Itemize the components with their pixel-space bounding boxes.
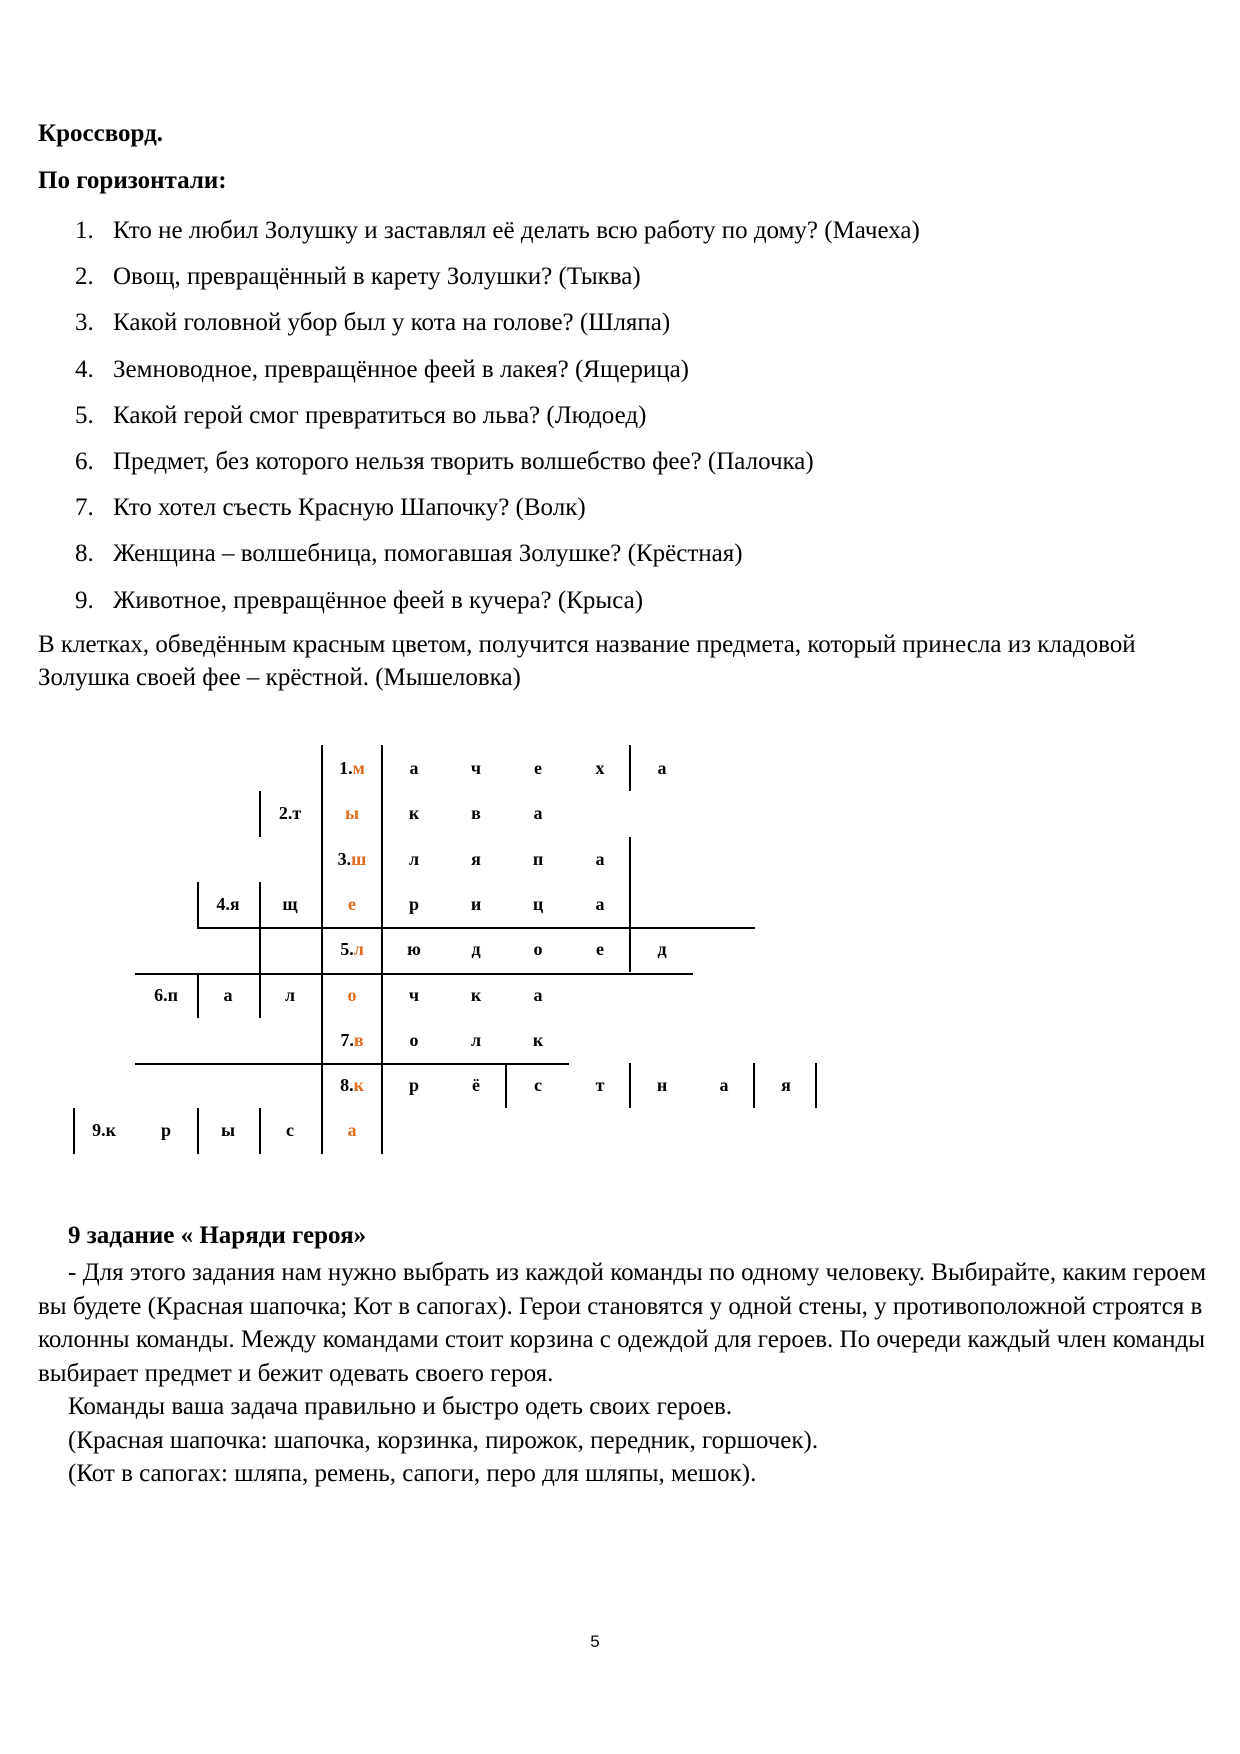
grid-line xyxy=(753,1063,755,1108)
crossword-cell: п xyxy=(532,848,544,869)
crossword-cell: о xyxy=(347,984,357,1005)
crossword-cell: а xyxy=(223,984,233,1005)
grid-line xyxy=(259,791,261,836)
task-line: (Кот в сапогах: шляпа, ремень, сапоги, перо для шляпы, мешок). xyxy=(68,1460,757,1487)
crossword-cell: а xyxy=(595,893,605,914)
crossword-cell: ч xyxy=(470,758,482,778)
crossword-cell: р xyxy=(408,1075,419,1096)
crossword-clue-number: 1. xyxy=(339,758,353,778)
crossword-cell: я xyxy=(781,1075,791,1096)
task-line: (Красная шапочка: шапочка, корзинка, пирожок, передник, горшочек). xyxy=(68,1426,819,1454)
crossword-cell: л xyxy=(408,848,420,869)
grid-line xyxy=(259,1108,261,1153)
crossword-clue-number: 8. xyxy=(340,1075,354,1096)
crossword-cell: е xyxy=(596,939,604,960)
crossword-cell: а xyxy=(409,758,419,778)
crossword-cell: в xyxy=(471,803,481,824)
grid-line xyxy=(197,1108,199,1153)
crossword-start-cell: 8.к xyxy=(340,1075,364,1096)
page-number: 5 xyxy=(590,1632,600,1651)
crossword-cell: о xyxy=(533,939,543,960)
crossword-clue-number: 2. xyxy=(278,803,293,824)
crossword-clue-number: 4. xyxy=(216,893,230,914)
list-item: 4. Земноводное, превращённое феей в лакея? (Ящерица) xyxy=(75,355,690,383)
grid-line xyxy=(197,927,755,929)
crossword-cell: е xyxy=(348,893,356,914)
crossword-cell: щ xyxy=(282,893,298,914)
grid-line xyxy=(629,745,631,791)
horizontal-heading: По горизонтали: xyxy=(38,167,227,194)
crossword-clue-number: 7. xyxy=(340,1029,354,1050)
list-item: 5. Какой герой смог превратиться во льва? (Людоед) xyxy=(75,401,647,429)
crossword-cell: а xyxy=(533,984,543,1005)
crossword-cell: к xyxy=(470,984,482,1005)
grid-line xyxy=(197,882,199,927)
list-item: 6. Предмет, без которого нельзя творить волшебство фее? (Палочка) xyxy=(75,447,814,475)
crossword-start-cell: 7.в xyxy=(340,1029,364,1050)
crossword-cell: х xyxy=(595,758,605,778)
crossword-cell: ч xyxy=(408,984,420,1005)
crossword-start-cell: 6.п xyxy=(154,984,178,1005)
crossword-cell: н xyxy=(656,1075,668,1096)
crossword-cell: ц xyxy=(532,893,544,914)
grid-line xyxy=(197,973,199,1018)
crossword-cell: с xyxy=(286,1120,294,1141)
list-item: 1. Кто не любил Золушку и заставлял её делать всю работу по дому? (Мачеха) xyxy=(75,217,920,244)
grid-line xyxy=(505,1063,507,1108)
list-item: 3. Какой головной убор был у кота на голове? (Шляпа) xyxy=(75,309,671,337)
crossword-cell: ё xyxy=(472,1075,480,1096)
task-body xyxy=(38,1256,1208,1491)
grid-line xyxy=(629,837,631,973)
grid-line xyxy=(629,1063,631,1108)
list-item: 9. Животное, превращённое феей в кучера? (Крыса) xyxy=(75,586,644,614)
crossword-clue-number: 9. xyxy=(92,1120,106,1141)
crossword-cell: р xyxy=(160,1120,171,1141)
crossword-cell: д xyxy=(657,939,667,960)
crossword-start-cell: 2.т xyxy=(278,803,302,824)
crossword-cell: д xyxy=(471,939,481,960)
grid-line xyxy=(815,1063,817,1108)
crossword-cell: ы xyxy=(220,1120,236,1141)
crossword-cell: л xyxy=(284,984,296,1005)
grid-line xyxy=(259,882,261,1018)
task-paragraph: - Для этого задания нам нужно выбрать из каждой команды по одному человеку. Выбирайте, каким героем вы будете (Красная шапочка; Кот в сапогах). Герои становятся у одной стены, у противоположной строятся в колонны команды. Между командами стоит корзина с одеждой для героев. По очереди каждый член команды выбирает предмет и бежит одевать своего героя. xyxy=(38,1259,1207,1387)
crossword-title: Кроссворд. xyxy=(38,120,164,147)
task-line: Команды ваша задача правильно и быстро одеть своих героев. xyxy=(68,1393,733,1420)
crossword-cell: ю xyxy=(407,939,421,960)
crossword-start-cell: 9.к xyxy=(92,1120,116,1141)
crossword-cell: о xyxy=(409,1029,419,1050)
grid-line xyxy=(73,1108,75,1153)
crossword-cell: а xyxy=(533,803,543,824)
crossword-cell: к xyxy=(408,803,420,824)
crossword-start-cell: 3.ш xyxy=(337,848,367,869)
crossword-start-cell: 5.л xyxy=(340,939,364,960)
grid-line xyxy=(321,745,323,1154)
crossword-clue-number: 6. xyxy=(154,984,168,1005)
grid-line xyxy=(135,1063,569,1065)
grid-line xyxy=(381,745,383,1154)
crossword-cell: ы xyxy=(344,803,360,824)
crossword-cell: а xyxy=(657,758,667,778)
crossword-instruction: В клетках, обведённым красным цветом, получится название предмета, который принесла из кладовой Золушка своей фее – крёстной. (Мышеловка) xyxy=(38,631,1136,691)
task-title: 9 задание « Наряди героя» xyxy=(68,1222,367,1249)
crossword-start-cell: 4.я xyxy=(216,893,240,914)
list-item: 7. Кто хотел съесть Красную Шапочку? (Волк) xyxy=(75,494,586,522)
crossword-clue-number: 5. xyxy=(340,939,354,960)
crossword-cell: а xyxy=(347,1120,357,1141)
crossword-cell: с xyxy=(534,1075,542,1096)
crossword-cell: и xyxy=(470,893,482,914)
grid-line xyxy=(135,973,693,975)
crossword-clue-number: 3. xyxy=(337,848,352,869)
crossword-cell: к xyxy=(532,1029,544,1050)
crossword-cell: л xyxy=(470,1029,482,1050)
question-list xyxy=(75,208,920,624)
list-item: 8. Женщина – волшебница, помогавшая Золушке? (Крёстная) xyxy=(75,540,743,568)
crossword-cell: е xyxy=(534,758,542,778)
crossword-cell: т xyxy=(595,1075,605,1096)
crossword-cell: а xyxy=(719,1075,729,1096)
crossword-cell: р xyxy=(408,893,419,914)
crossword-cell: я xyxy=(471,848,481,869)
crossword-cell: а xyxy=(595,848,605,869)
list-item: 2. Овощ, превращённый в карету Золушки? (Тыква) xyxy=(75,263,641,291)
crossword-start-cell: 1.м xyxy=(339,758,365,778)
